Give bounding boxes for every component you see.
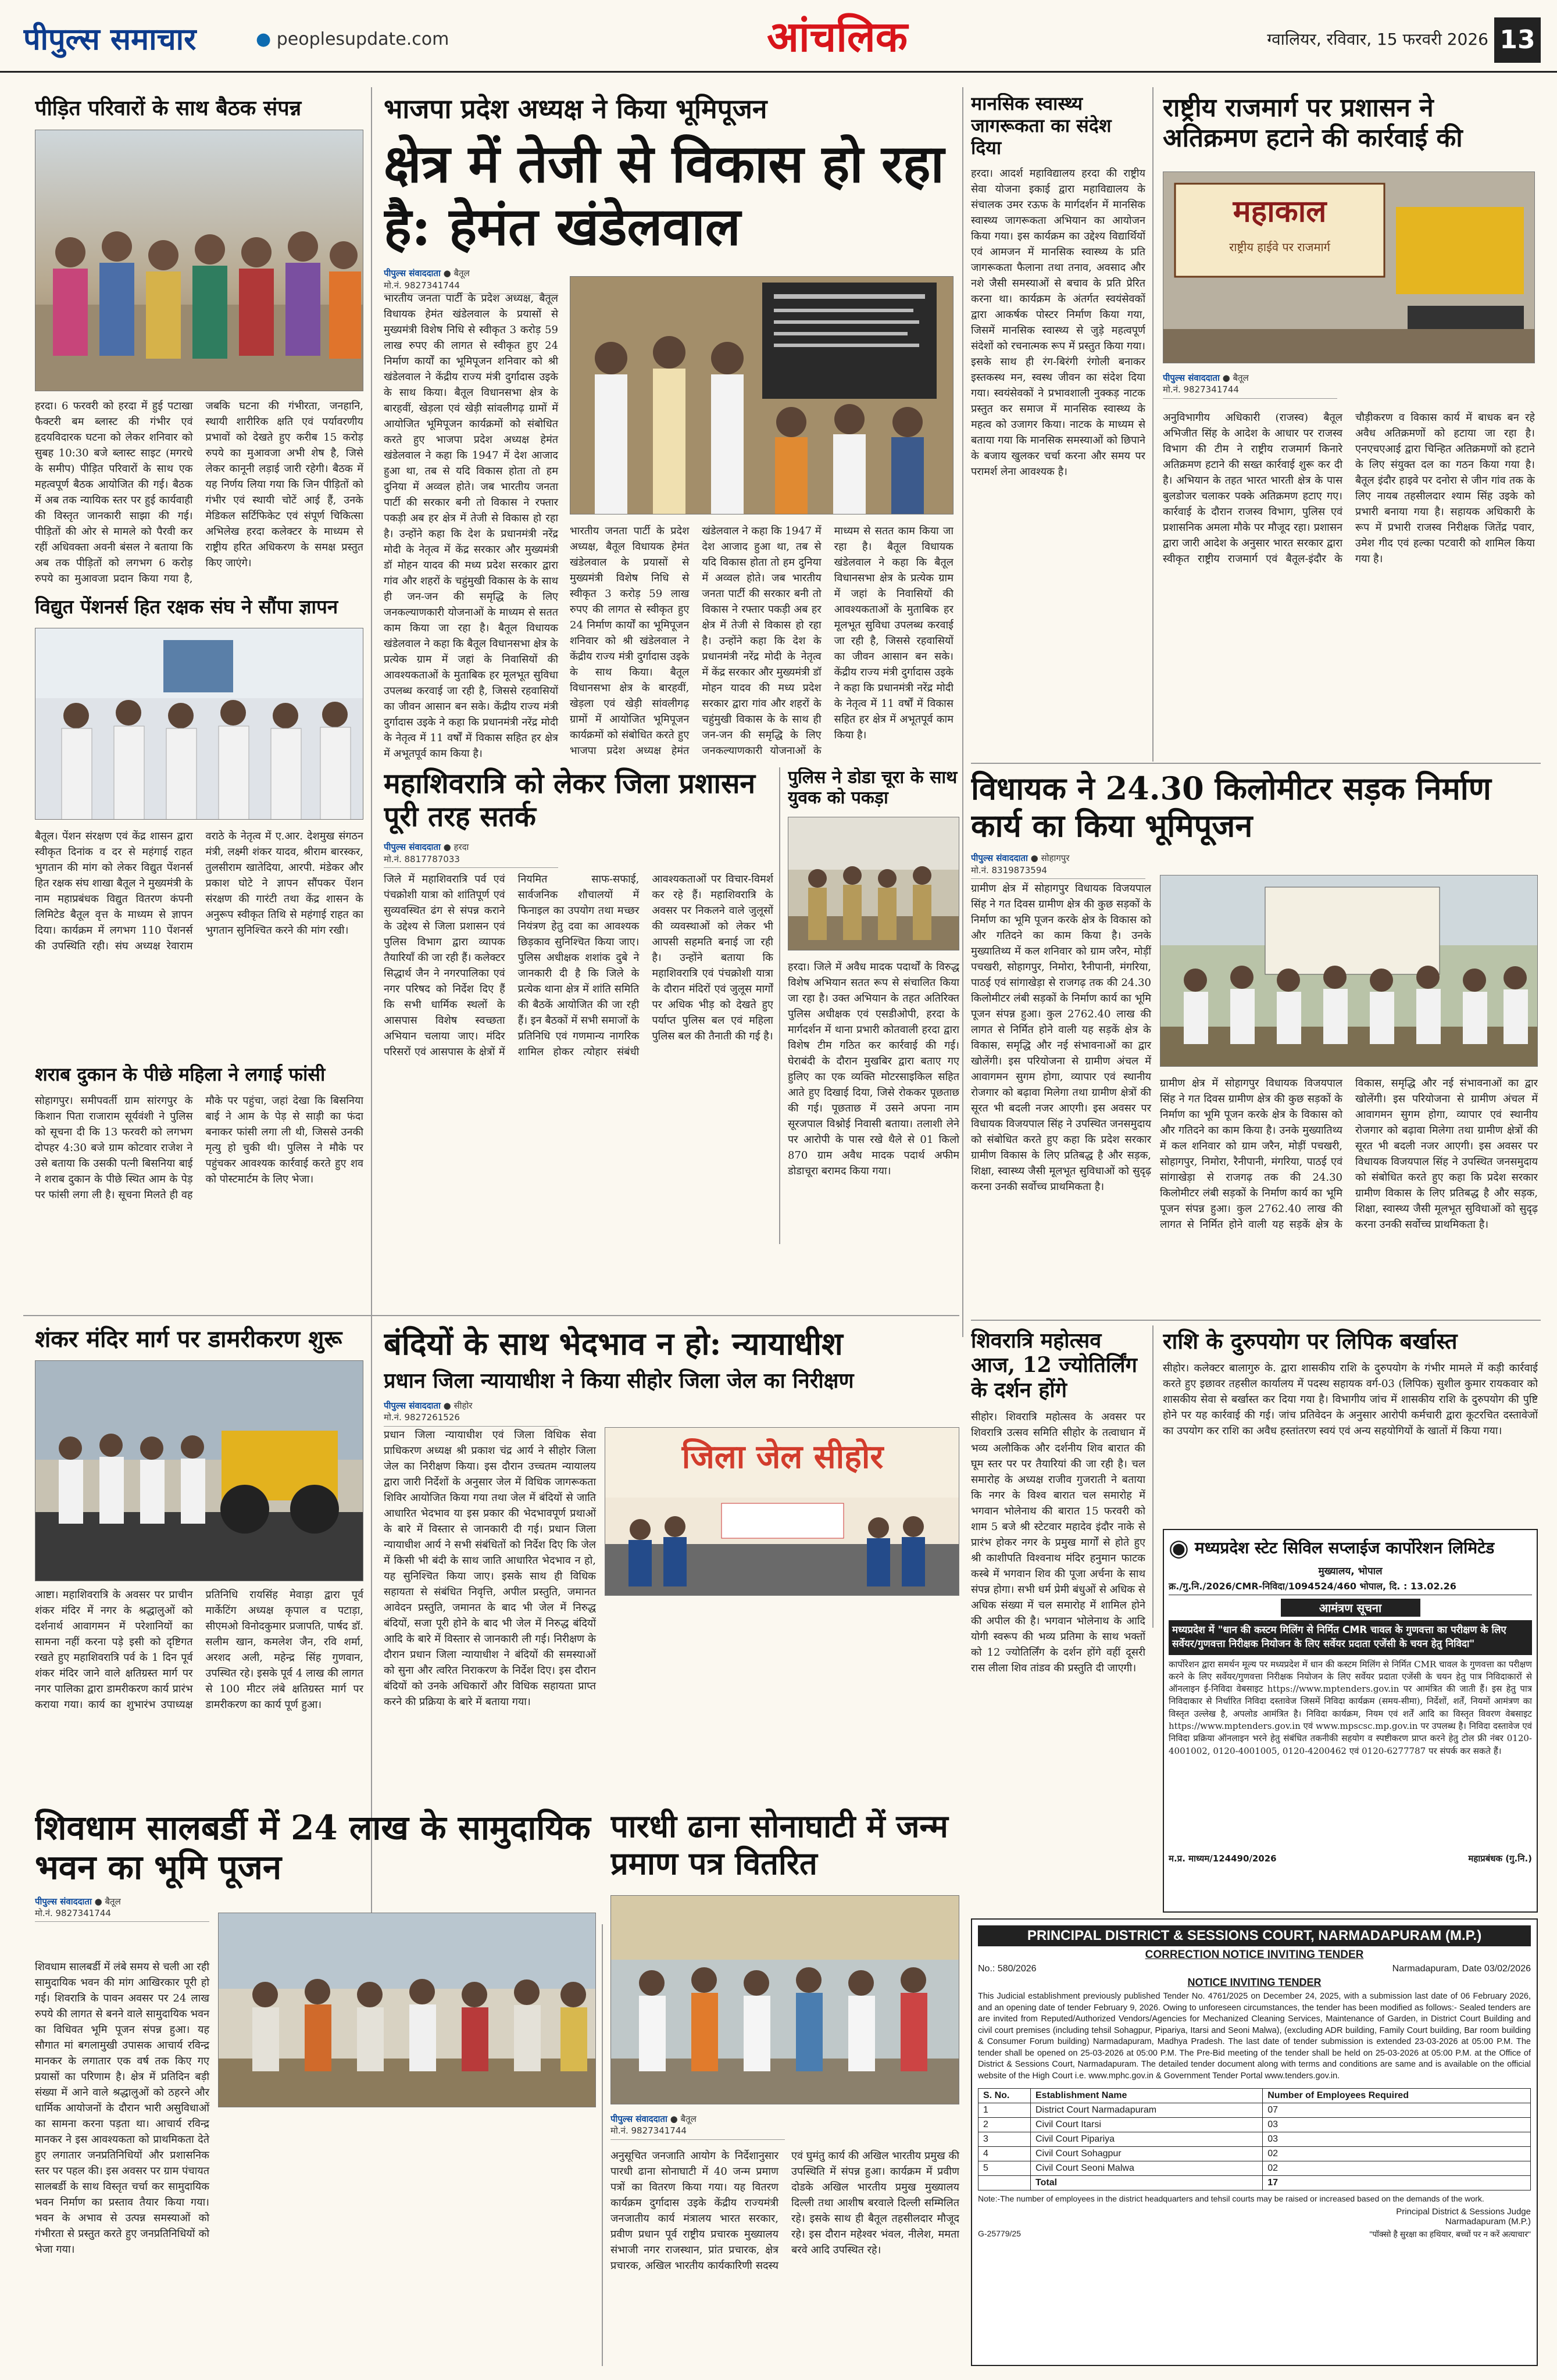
ribbon-ceremony-image [1160, 875, 1538, 1067]
byline: पीपुल्स संवाददाता ● बैतूल मो.नं. 9827341744 [35, 1896, 209, 1922]
article-headline: प्रधान जिला न्यायाधीश ने किया सीहोर जिला जेल का निरीक्षण [384, 1368, 854, 1393]
article-body-continued: भारतीय जनता पार्टी के प्रदेश अध्यक्ष, बैतूल विधायक हेमंत खंडेलवाल के प्रयासों से मुख्यमंत्री विशेष निधि से स्वीकृत 3 करोड़ 59 लाख रुपए की लागत से स्वीकृत हुए 24 निर्माण कार्यों का भूमिपूजन शनिवार को श्री खंडेलवाल ने केंद्रीय राज्य मंत्री दुर्गादास उइके के साथ किया। बैतूल विधानसभा क्षेत्र के बारहवीं, खेड़ला एवं खेड़ी सांवलीगढ़ ग्रामों में आयोजित भूमिपूजन कार्यक्रमों को संबोधित करते हुए भाजपा प्रदेश अध्यक्ष हेमंत खंडेलवाल ने कहा कि 1947 में देश आजाद हुआ था, तब से यदि विकास होता तो हम दुनिया में अव्वल होते। जब भारतीय जनता पार्टी की सरकार बनी तो विकास ने रफ्तार पकड़ी अब हर क्षेत्र में तेजी से विकास हो रहा है। उन्होंने कहा कि देश के प्रधानमंत्री नरेंद्र मोदी के नेतृत्व में केंद्र सरकार और मुख्यमंत्री डॉ मोहन यादव की मध्य प्रदेश सरकार द्वारा गांव और शहरों के चहुंमुखी विकास के के साथ ही जन-जन की समृद्धि के लिए जनकल्याणकारी योजनाओं के माध्यम से सतत काम किया जा रहा है। बैतूल विधायक खंडेलवाल ने कहा कि बैतूल विधानसभा क्षेत्र के प्रत्येक ग्राम में जहां के निवासियों की आवश्यकताओं के मुताबिक हर मूलभूत सुविधा उपलब्ध करवाई जा रही है, जिससे रहवासियों का जीवन आसान बन सके। केंद्रीय राज्य मंत्री दुर्गादास उइके ने कहा कि प्रधानमंत्री नरेंद्र मोदी के नेतृत्व में 11 वर्षों में विकास सहित हर क्षेत्र में अभूतपूर्व काम किया है। [570, 525, 954, 757]
table-cell: 17 [1263, 2175, 1531, 2190]
brand-logo: पीपुल्स समाचार [23, 22, 197, 57]
byline: पीपुल्स संवाददाता ● बैतूल मो.नं. 9827341744 [384, 267, 558, 294]
article-body: हरदा। आदर्श महाविद्यालय हरदा की राष्ट्रीय सेवा योजना इकाई द्वारा महाविद्यालय के संचालक उमर रऊफ के मार्गदर्शन में मानसिक स्वास्थ्य जागरूकता अभियान का आयोजन किया गया। इस कार्यक्रम का उद्देश्य विद्यार्थियों एवं आमजन में मानसिक स्वास्थ्य के प्रति जागरूकता फैलाना तथा तनाव, अवसाद और नशे जैसी समस्याओं से बचाव के प्रति प्रेरित करना था। कार्यक्रम के अंतर्गत स्वयंसेवकों द्वारा आकर्षक पोस्टर निर्माण किया गया, जिसमें मानसिक स्वास्थ्य से जुड़े महत्वपूर्ण संदेशों को रचनात्मक रूप में प्रस्तुत किया गया। इसके साथ ही रंग-बिरंगी रंगोली बनाकर इस्तकस्थ मन, स्वस्थ जीवन का संदेश दिया गया। स्वयंसेवकों ने प्रभावशाली नुक्कड़ नाटक प्रस्तुत कर समाज में मानसिक स्वास्थ्य के महत्व को उजागर किया। नाटक के माध्यम से बताया गया कि मानसिक समस्याओं को छिपाने के बजाय खुलकर चर्चा करना और समय पर परामर्श लेना आवश्यक है। [971, 167, 1145, 478]
notice-title: आमंत्रण सूचना [1281, 1599, 1420, 1617]
encroachment-photo [1163, 171, 1535, 363]
article-victims-meeting [35, 96, 363, 590]
tender-date: Narmadapuram, Date 03/02/2026 [1392, 1964, 1531, 1974]
article-headline: राशि के दुरुपयोग पर लिपिक बर्खास्त [1163, 1328, 1458, 1354]
article-liquor-shop [35, 1064, 363, 1308]
notice-body: कार्पोरेशन द्वारा समर्थन मूल्य पर मध्यप्रदेश में धान की कस्टम मिलिंग से निर्मित CMR चावल के गुणवत्ता का परीक्षण करने के लिए सर्वेयर/गुणवत्ता निरीक्षक नियोजन के लिए सर्वेयर प्रदाता एजेंसी के चयन हेतु पात्र निविदाकारों से ऑनलाइन ई-निविदा वेबसाइट https://www.mptenders.gov.in पर आमंत्रित की जाती हैं। इस हेतु पात्र निविदाकार से निर्धारित निविदा दस्तावेज जिसमें निविदा कार्यक्रम (समय-सीमा), निर्देशों, शर्तें, नियमों आमंत्रण का विस्तृत उल्लेख है, अपलोड आमंत्रित है। निविदा कार्यक्रम, नियम एवं शर्तें आदि का विस्तृत विवरण वेबसाइट https://www.mptenders.gov.in एवं www.mpscsc.mp.gov.in पर उपलब्ध है। निविदा दस्तावेज एवं निविदा प्रक्रिया ऑनलाइन भरने हेतु संबंधित तकनीकी सहयोग व स्पष्टीकरण प्राप्त करने हेतु टोल फ्री नंबर 0120-4001002, 0120-4001005, 0120-4200462 एवं 0120-6277787 पर संपर्क कर सकते हैं। [1169, 1659, 1532, 1756]
article-headline: मानसिक स्वास्थ्य जागरूकता का संदेश दिया [971, 93, 1112, 159]
table-row [979, 2132, 1531, 2146]
byline: पीपुल्स संवाददाता ● हरदा मो.नं. 8817787033 [384, 841, 558, 868]
court-ad-code: G-25779/25 [978, 2228, 1021, 2238]
article-highway-encroachment [1163, 93, 1535, 762]
article-kicker: भाजपा प्रदेश अध्यक्ष ने किया भूमिपूजन [384, 93, 767, 124]
table-cell: 4 [979, 2146, 1031, 2161]
footer-code: म.प्र. माध्यम/124490/2026 [1169, 1853, 1277, 1864]
table-cell: 3 [979, 2132, 1031, 2146]
article-headline: शिवधाम सालबर्डी में 24 लाख के सामुदायिक भवन का भूमि पूजन [35, 1808, 591, 1888]
pensioners-photo [35, 628, 363, 820]
table-cell: 2 [979, 2117, 1031, 2132]
table-row [979, 2117, 1531, 2132]
article-headline: शंकर मंदिर मार्ग पर डामरीकरण शुरू [35, 1325, 342, 1353]
page-number: 13 [1494, 17, 1541, 63]
table-header: Establishment Name [1031, 2088, 1263, 2103]
notice-subject: मध्यप्रदेश में "धान की कस्टम मिलिंग से निर्मित CMR चावल के गुणवत्ता का परीक्षण के लिए सर्वेयर/गुणवत्ता निरीक्षक नियोजन के लिए सर्वेयर प्रदाता एजेंसी के चयन हेतु निविदा" [1169, 1620, 1532, 1655]
table-cell: 02 [1263, 2146, 1531, 2161]
article-body: हरदा। जिले में अवैध मादक पदार्थों के विरुद्ध विशेष अभियान सतत रूप से संचालित किया जा रहा है। उक्त अभियान के तहत अतिरिक्त पुलिस अधीक्षक एवं एसडीओपी, हरदा के मार्गदर्शन में थाना प्रभारी कोतवाली हरदा द्वारा विशेष टीम गठित कर कार्रवाई की गई। घेराबंदी के दौरान मुखबिर द्वारा बताए गए हुलिए का एक व्यक्ति मोटरसाइकिल सहित आते हुए दिखाई दिया, जिसे रोककर पूछताछ की गई। पूछताछ में उसने अपना नाम सूरजपाल विश्नोई निवासी बताया। तलाशी लेने पर आरोपी के पास रखे थैले से 01 किलो 870 ग्राम अवैध मादक पदार्थ अफीम डोडाचूरा बरामद किया गया। [788, 961, 959, 1177]
article-pensioners-memo [35, 596, 363, 1061]
masthead [0, 0, 1557, 73]
article-headline: पारधी ढाना सोनाघाटी में जन्म प्रमाण पत्र वितरित [610, 1808, 948, 1882]
police-officers-image [788, 817, 959, 950]
article-body: आष्टा। महाशिवरात्रि के अवसर पर प्राचीन शंकर मंदिर में नगर के श्रद्धालुओं को दर्शनार्थ आवागमन में परेशानियों का सामना नहीं करना पड़े इसी को दृष्टिगत रखते हुए महाशिवरात्रि पर्व के 1 दिन पूर्व शंकर मंदिर जाने वाले क्षतिग्रस्त मार्ग पर नगर पालिका द्वारा डामरीकरण कार्य प्रारंभ कराया गया। कार्य का शुभारंभ उपाध्यक्ष प्रतिनिधि रायसिंह मेवाड़ा द्वारा पूर्व मार्केटिंग अध्यक्ष कृपाल व पटाड़ा, सीएमओ विनोदकुमार प्रजापति, पार्षद डॉ. सलीम खान, कमलेश जैन, रवि शर्मा, अरशद अली, महेन्द्र सिंह गुणवान, उपस्थित रहे। इसके पूर्व 4 लाख की लागत से 100 मीटर लंबे क्षतिग्रस्त मार्ग पर डामरीकरण का कार्य पूर्ण हुआ। [35, 1589, 363, 1711]
leaders-plaque-image [570, 277, 954, 514]
section-title: आंचलिक [766, 12, 908, 61]
tender-meta [978, 1964, 1531, 1974]
article-headline: क्षेत्र में तेजी से विकास हो रहा है: हेमंत खंडेलवाल [384, 133, 944, 258]
police-seizure-photo [788, 817, 959, 950]
article-jail-inspection [384, 1325, 959, 1802]
article-birth-certificates [610, 1808, 959, 2366]
table-cell: District Court Narmadapuram [1031, 2103, 1263, 2117]
court-subtitle: CORRECTION NOTICE INVITING TENDER [1145, 1949, 1364, 1961]
jail-banner-text: जिला जेल सीहोर [681, 1438, 884, 1476]
article-body: हरदा। 6 फरवरी को हरदा में हुई पटाखा फैक्टरी बम ब्लास्ट की गंभीर एवं हृदयविदारक घटना को लेकर शनिवार को सुबह 10:30 बजे ब्लास्ट साइट (मगरधे के समीप) पीड़ित परिवारों के साथ एक महत्वपूर्ण बैठक आयोजित की गई। बैठक में अब तक न्यायिक स्तर पर हुई कार्यवाही की विस्तृत जानकारी साझा की गई। पीड़ितों की ओर से मामले को पैरवी कर रहीं अधिवक्ता अवनी बंसल ने बताया कि अब तक पीड़ितों को लगभग 6 करोड़ रुपये का मुआवजा प्रदान किया गया है, जबकि घटना की गंभीरता, जनहानि, स्थायी शारीरिक क्षति एवं पर्यावरणीय प्रभावों को देखते हुए करीब 15 करोड़ रुपये का मुआवजा अभी शेष है, जिसे लेकर कानूनी लड़ाई जारी रहेगी। बैठक में यह निर्णय लिया गया कि जिन पीड़ितों को गंभीर एवं स्थायी चोटें आई हैं, उनके मेडिकल सर्टिफिकेट एवं संपूर्ण चिकित्सा अभिलेख हरदा कलेक्टर के माध्यम से राष्ट्रीय हरित अधिकरण के समक्ष प्रस्तुत किए जाएंगे। [35, 400, 363, 585]
court-footer [978, 2229, 1531, 2240]
table-header: S. No. [979, 2088, 1031, 2103]
certificate-distribution-photo [610, 1895, 959, 2104]
corporation-logo-row [1169, 1535, 1532, 1561]
article-kicker: बंदियों के साथ भेदभाव न हो: न्यायाधीश [384, 1325, 843, 1362]
court-signatory: Principal District & Sessions Judge Narmadapuram (M.P.) [1396, 2206, 1531, 2227]
table-cell: Civil Court Seoni Malwa [1031, 2161, 1263, 2175]
table-total-row [979, 2175, 1531, 2190]
article-lead-bjp [384, 93, 954, 762]
office-meeting-image [35, 628, 363, 820]
shop-sign-text: महाकाल [1233, 194, 1327, 229]
corporation-hq: मुख्यालय, भोपाल [1318, 1566, 1383, 1577]
article-body: शिवधाम सालबर्डी में लंबे समय से चली आ रही सामुदायिक भवन की मांग आखिरकार पूरी हो गई। शिवरात्रि के पावन अवसर पर 24 लाख रुपये की लागत से बनने वाले सामुदायिक भवन का विधिवत भूमि पूजन संपन्न हुआ। यह सौगात मां बगलामुखी उपासक आचार्य रविन्द्र मानकर के लगातार एक वर्ष तक किए गए प्रयासों का परिणाम है। क्षेत्र में प्रतिदिन बड़ी संख्या में आने वाले श्रद्धालुओं को ठहरने और धार्मिक आयोजनों के दौरान भारी असुविधाओं का सामना करना पड़ता था। आचार्य रविन्द्र मानकर ने इस आवश्यकता को प्राथमिकता देते हुए लगातार जनप्रतिनिधियों और प्रशासनिक स्तर पर पहल की। इस अवसर पर ग्राम पंचायत सालबर्डी के साथ विस्तृत चर्चा कर सामुदायिक भवन निर्माण का प्रस्ताव तैयार किया गया। भवन के अभाव से उत्पन्न समस्याओं को गंभीरता से प्रस्तुत करते हुए जनप्रतिनिधियों को भेजा गया। [35, 1961, 209, 2256]
tender-number: No.: 580/2026 [978, 1964, 1037, 1974]
globe-icon: ● [256, 29, 277, 49]
table-header: Number of Employees Required [1263, 2088, 1531, 2103]
road-roller-image [35, 1361, 363, 1581]
article-road-bhoomipujan [971, 770, 1538, 1317]
tender-body: This Judicial establishment previously published Tender No. 4761/2025 on December 24, 2025, with a submission last date of 06 February 2026, and an opening date of tender February 9, 2026. Owing to unforeseen circumstances, the tender has been modified as follows:- Sealed tenders are are invited from Reputed/Authorized Vendors/Agencies for Mechanized Cleaning Services, Maintenance of Garden, in District Court Building and civil court premises (including tehsil Sohagpur, Pipariya, Itarsi and Seoni Malwa), (excluding ADR building, Family Court building, Bar room building & Consumer Forum building) Narmadapuram, Madhya Pradesh. The last date of tender submission is extended 23-03-2026 at 05:00 P.M. The tender shall be opened on 25-03-2026 at 05:00 P.M. The Pre-Bid meeting of the tender shall be held on 25-03-2026 at 05:00 P.M. at the Office of District & Sessions Court, Narmadapuram. The detailed tender document along with terms and conditions are same and is available on the official website of the High Court i.e. www.mphc.gov.in & Government Tender Portal www.tenders.gov.in. [978, 1992, 1531, 2081]
table-cell: 03 [1263, 2132, 1531, 2146]
byline: पीपुल्स संवाददाता ● सोहागपुर मो.नं. 8319873594 [971, 852, 1145, 879]
article-body: अनुसूचित जनजाति आयोग के निर्देशानुसार पारधी ढाना सोनाघाटी में 40 जन्म प्रमाण पत्रों का वितरण किया गया। यह वितरण कार्यक्रम दुर्गादास उइके केंद्रीय राज्यमंत्री जनजातीय कार्य मंत्रालय भारत सरकार, प्रवीण प्रधान पूर्व राष्ट्रीय प्रचारक मुख्यालय संभाजी नगर राजस्थान, प्रांत प्रचारक, क्षेत्र प्रचारक, अखिल भारतीय कार्यकारिणी सदस्य एवं घुमंतु कार्य की अखिल भारतीय प्रमुख की उपस्थिति में संपन्न हुआ। कार्यक्रम में प्रवीण दोडके अखिल भारतीय प्रमुख मुख्यालय दिल्ली तथा आशीष बरवाले दिल्ली सम्मिलित रहे। इसके साथ ही बैतूल तहसीलदार मौजूद रहे। इस दौरान महेश्वर भंवल, नीलेश, ममता बरवे आदि उपस्थित रहे। [610, 2150, 959, 2272]
article-shivratri-festival [971, 1328, 1145, 1910]
article-headline: राष्ट्रीय राजमार्ग पर प्रशासन ने अतिक्रमण हटाने की कार्रवाई की [1163, 93, 1463, 153]
employee-table [978, 2088, 1531, 2190]
table-cell: 1 [979, 2103, 1031, 2117]
group-people-image [35, 130, 363, 391]
byline: पीपुल्स संवाददाता ● बैतूल मो.नं. 9827341744 [610, 2113, 785, 2140]
road-ceremony-photo [1160, 875, 1538, 1067]
pocso-slogan: "पॉक्सो है सुरक्षा का हथियार, बच्चों पर न करें अत्याचार" [1369, 2229, 1531, 2239]
article-headline: शिवरात्रि महोत्सव आज, 12 ज्योतिर्लिंग के दर्शन होंगे [971, 1328, 1137, 1402]
tender-note: Note:-The number of employees in the district headquarters and tehsil courts may be raised or increased based on the demands of the work. [978, 2193, 1484, 2203]
article-mahashivratri-admin [384, 767, 773, 1314]
ad-court-tender [971, 1918, 1538, 2366]
table-cell: 02 [1263, 2161, 1531, 2175]
table-cell: Total [1031, 2175, 1263, 2190]
article-body: प्रधान जिला न्यायाधीश एवं जिला विधिक सेवा प्राधिकरण अध्यक्ष श्री प्रकाश चंद्र आर्य ने सीहोर जिला जेल का निरीक्षण किया। इस दौरान उच्चतम न्यायालय द्वारा जारी निर्देशों के अनुसार जेल में विधिक जागरूकता शिविर आयोजित किया गया तथा जेल में बंदियों से जाति आधारित भेदभाव या इस प्रकार की भेदभावपूर्ण प्रथाओं के बारे में विस्तार से जानकारी दी गई। प्रधान जिला न्यायाधीश आर्य ने सभी संबंधितों को निर्देश दिए कि जेल में किसी भी बंदी के साथ जाति आधारित भेदभाव न हो, यह सुनिश्चित किया जाए। इसके साथ ही विधिक सहायता से संबंधित निवृत्ति, अपील प्रस्तुति, जमानत आवेदन प्रस्तुति, जमानत के बाद भी जेल में निरुद्ध बंदियों, सजा पूरी होने के बाद भी जेल में निरुद्ध बंदियों आदि के बारे में विस्तार से जानकारी ली गई। निरीक्षण के दौरान प्रधान जिला न्यायाधीश ने बंदियों की समस्याओं को सुना और त्वरित निराकरण के निर्देश दिए। इस दौरान बंदियों को उनके अधिकारों और विधिक सहायता प्राप्त करने की प्रक्रिया के बारे में बताया गया। [384, 1429, 596, 1708]
article-mental-health [971, 93, 1145, 762]
dateline: ग्वालियर, रविवार, 15 फरवरी 2026 [1267, 30, 1488, 49]
ceremony-image [219, 1913, 596, 2107]
table-cell: Civil Court Itarsi [1031, 2117, 1263, 2132]
article-headline: पुलिस ने डोडा चूरा के साथ युवक को पकड़ा [788, 767, 958, 809]
table-row [979, 2146, 1531, 2161]
table-row [979, 2103, 1531, 2117]
byline: पीपुल्स संवाददाता ● बैतूल मो.नं. 9827341744 [1163, 372, 1337, 399]
article-body: जिले में महाशिवरात्रि पर्व एवं पंचक्रोशी यात्रा को शांतिपूर्ण एवं सुव्यवस्थित ढंग से संपन्न कराने के उद्देश्य से जिला प्रशासन एवं पुलिस विभाग द्वारा व्यापक तैयारियाँ की जा रही हैं। कलेक्टर सिद्धार्थ जैन ने नगरपालिका एवं नगर परिषद को निर्देश दिए हैं कि सभी धार्मिक स्थलों के आसपास विशेष स्वच्छता अभियान चलाया जाए। मंदिर परिसरों एवं आसपास के क्षेत्रों में नियमित साफ-सफाई, सार्वजनिक शौचालयों में फिनाइल का उपयोग तथा मच्छर नियंत्रण हेतु दवा का आवश्यक छिड़काव सुनिश्चित किया जाए। पुलिस अधीक्षक शशांक दुबे ने जानकारी दी है कि जिले के प्रत्येक थाना क्षेत्र में शांति समिति की बैठकें आयोजित की जा रही हैं। इन बैठकों में सभी समाजों के प्रतिनिधि एवं गणमान्य नागरिक शामिल होकर त्योहार संबंधी आवश्यकताओं पर विचार-विमर्श कर रहे हैं। महाशिवरात्रि के अवसर पर निकलने वाले जुलूसों की व्यवस्थाओं को लेकर भी आपसी सहमति बनाई जा रही है। उन्होंने बताया कि महाशिवरात्रि एवं पंचक्रोशी यात्रा के दौरान मंदिरों एवं जुलूस मार्गों पर अधिक भीड़ को देखते हुए पर्याप्त पुलिस बल एवं महिला पुलिस बल की तैनाती की गई है। [384, 873, 773, 1058]
site-url[interactable]: ● peoplesupdate.com [256, 29, 449, 49]
tender-title: NOTICE INVITING TENDER [1187, 1977, 1322, 1988]
article-body: सीहोर। कलेक्टर बालागुरु के. द्वारा शासकीय राशि के दुरुपयोग के गंभीर मामले में कड़ी कार्रवाई करते हुए इछावर तहसील कार्यालय में पदस्थ सहायक वर्ग-03 (लिपिक) सुशील कुमार रायकवार को शासकीय सेवा से बर्खास्त कर दिया गया है। विभागीय जांच में शासकीय राशि के दुरुपयोग की पुष्टि होने पर यह कार्रवाई की गई। जांच प्रतिवेदन के अनुसार आरोपी कर्मचारी द्वारा कूटरचित दस्तावेजों का उपयोग कर राशि का अवैध हस्तांतरण स्वयं एवं अन्य सहयोगियों के खातों में किया गया। [1163, 1361, 1538, 1437]
bhoomi-pujan-photo [218, 1913, 596, 2107]
table-cell: Civil Court Sohagpur [1031, 2146, 1263, 2161]
bhoomi-pujan-lead-photo [570, 276, 954, 514]
article-body: भारतीय जनता पार्टी के प्रदेश अध्यक्ष, बैतूल विधायक हेमंत खंडेलवाल के प्रयासों से मुख्यमंत्री विशेष निधि से स्वीकृत 3 करोड़ 59 लाख रुपए की लागत से स्वीकृत हुए 24 निर्माण कार्यों का भूमिपूजन शनिवार को श्री खंडेलवाल ने केंद्रीय राज्य मंत्री दुर्गादास उइके के साथ किया। बैतूल विधानसभा क्षेत्र के बारहवीं, खेड़ला एवं खेड़ी सांवलीगढ़ ग्रामों में आयोजित भूमिपूजन कार्यक्रमों को संबोधित करते हुए भाजपा प्रदेश अध्यक्ष हेमंत खंडेलवाल ने कहा कि 1947 में देश आजाद हुआ था, तब से यदि विकास होता तो हम दुनिया में अव्वल होते। जब भारतीय जनता पार्टी की सरकार बनी तो विकास ने रफ्तार पकड़ी अब हर क्षेत्र में तेजी से विकास हो रहा है। उन्होंने कहा कि देश के प्रधानमंत्री नरेंद्र मोदी के नेतृत्व में केंद्र सरकार और मुख्यमंत्री डॉ मोहन यादव की मध्य प्रदेश सरकार द्वारा गांव और शहरों के चहुंमुखी विकास के के साथ ही जन-जन की समृद्धि के लिए जनकल्याणकारी योजनाओं के माध्यम से सतत काम किया जा रहा है। बैतूल विधायक खंडेलवाल ने कहा कि बैतूल विधानसभा क्षेत्र के प्रत्येक ग्राम में जहां के निवासियों की आवश्यकताओं के मुताबिक हर मूलभूत सुविधा उपलब्ध करवाई जा रही है, जिससे रहवासियों का जीवन आसान बन सके। केंद्रीय राज्य मंत्री दुर्गादास उइके ने कहा कि प्रधानमंत्री नरेंद्र मोदी के नेतृत्व में 11 वर्षों में विकास सहित हर क्षेत्र में अभूतपूर्व काम किया है। [384, 292, 558, 760]
article-body: अनुविभागीय अधिकारी (राजस्व) बैतूल अभिजीत सिंह के आदेश के आधार पर राजस्व विभाग की टीम ने राष्ट्रीय राजमार्ग किनारे अतिक्रमण हटाने की सख्त कार्रवाई शुरू कर दी है। अभियान के तहत भारत भारती क्षेत्र के पास बुलडोजर चलाकर पक्के अतिक्रमण हटाए गए। कार्रवाई के दौरान राजस्व विभाग, पुलिस एवं प्रशासनिक अमला मौके पर मौजूद रहा। प्रशासन द्वारा जारी आदेश के अनुसार भारत सरकार द्वारा स्वीकृत राष्ट्रीय राजमार्ग एवं बैतूल-इंदौर के चौड़ीकरण व विकास कार्य में बाधक बन रहे अवैध अतिक्रमणों को हटाया जा रहा है। एनएचएआई द्वारा चिन्हित अतिक्रमणों को हटाने के लिए संयुक्त दल का गठन किया गया है। बैतूल इंदौर हाइवे पर दनोरा से जीन गांव तक के लिए नायब तहसीलदार श्याम सिंह उइके को प्रभारी बनाया गया है। सहायक अधिकारी के रूप में प्रभारी राजस्व निरीक्षक जितेंद्र पवार, उमेश गीद एवं हल्का पटवारी को शामिल किया गया है। [1163, 412, 1535, 565]
certificate-crowd-image [611, 1896, 959, 2104]
article-community-hall [35, 1808, 596, 2366]
table-cell: 03 [1263, 2117, 1531, 2132]
article-body: ग्रामीण क्षेत्र में सोहागपुर विधायक विजयपाल सिंह ने गत दिवस ग्रामीण क्षेत्र की कुछ सड़कों के निर्माण का भूमि पूजन करके क्षेत्र के विकास को और गतिदने का काम किया है। उनके मुख्यातिथ्य में कल शनिवार को ग्राम जरैन, मोड़ीं पचखरी, सोहागपुर, निमोरा, रैनीपानी, मंगरिया, पाठई एवं सांगाखेड़ा से राजगढ़ तक की 24.30 किलोमीटर लंबी सड़कों के निर्माण कार्य का भूमि पूजन संपन्न हुआ। कुल 2762.40 लाख की लागत से निर्मित होने वाली यह सड़कें क्षेत्र के विकास, समृद्धि और नई संभावनाओं का द्वार खोलेंगी। इस परियोजना से ग्रामीण अंचल में आवागमन सुगम होगा, व्यापार एवं स्थानीय रोजगार को बढ़ावा मिलेगा तथा ग्रामीण क्षेत्रों की सूरत भी बदली नजर आएगी। इस अवसर पर विधायक विजयपाल सिंह ने उपस्थित जनसमुदाय को संबोधित करते हुए कहा कि प्रदेश सरकार ग्रामीण विकास के लिए प्रतिबद्ध है और सड़क, शिक्षा, स्वास्थ्य जैसी मूलभूत सुविधाओं को सुदृढ़ करना उनकी सर्वोच्च प्राथमिकता है। [971, 882, 1151, 1193]
table-row [979, 2161, 1531, 2175]
corporation-emblem-icon: ◉ [1169, 1535, 1189, 1561]
article-headline: पीड़ित परिवारों के साथ बैठक संपन्न [35, 96, 302, 120]
table-cell: Civil Court Pipariya [1031, 2132, 1263, 2146]
article-headline: शराब दुकान के पीछे महिला ने लगाई फांसी [35, 1064, 326, 1085]
byline: पीपुल्स संवाददाता ● सीहोर मो.नं. 9827261526 [384, 1400, 558, 1427]
court-name: PRINCIPAL DISTRICT & SESSIONS COURT, NARMADAPURAM (M.P.) [978, 1925, 1531, 1946]
article-body-continued: ग्रामीण क्षेत्र में सोहागपुर विधायक विजयपाल सिंह ने गत दिवस ग्रामीण क्षेत्र की कुछ सड़कों के निर्माण का भूमि पूजन करके क्षेत्र के विकास को और गतिदने का काम किया है। उनके मुख्यातिथ्य में कल शनिवार को ग्राम जरैन, मोड़ीं पचखरी, सोहागपुर, निमोरा, रैनीपानी, मंगरिया, पाठई एवं सांगाखेड़ा से राजगढ़ तक की 24.30 किलोमीटर लंबी सड़कों के निर्माण कार्य का भूमि पूजन संपन्न हुआ। कुल 2762.40 लाख की लागत से निर्मित होने वाली यह सड़कें क्षेत्र के विकास, समृद्धि और नई संभावनाओं का द्वार खोलेंगी। इस परियोजना से ग्रामीण अंचल में आवागमन सुगम होगा, व्यापार एवं स्थानीय रोजगार को बढ़ावा मिलेगा तथा ग्रामीण क्षेत्रों की सूरत भी बदली नजर आएगी। इस अवसर पर विधायक विजयपाल सिंह ने उपस्थित जनसमुदाय को संबोधित करते हुए कहा कि प्रदेश सरकार ग्रामीण विकास के लिए प्रतिबद्ध है और सड़क, शिक्षा, स्वास्थ्य जैसी मूलभूत सुविधाओं को सुदृढ़ करना उनकी सर्वोच्च प्राथमिकता है। [1160, 1077, 1538, 1231]
reference-number: क्र./गु.नि./2026/CMR-निविदा/1094524/460 भोपाल, दि. : 13.02.26 [1169, 1579, 1532, 1595]
article-headline: विद्युत पेंशनर्स हित रक्षक संघ ने सौंपा ज्ञापन [35, 596, 338, 618]
article-caption: बैतूल। पेंशन संरक्षण एवं केंद्र शासन द्वारा स्वीकृत दिनांक व दर से महंगाई राहत भुगतान की मांग को लेकर विद्युत पेंशनर्स हित रक्षक संघ शाखा बैतूल ने मुख्यमंत्री के नाम महाप्रबंधक विद्युत वितरण कंपनी लिमिटेड बैतूल वृत्त के माध्यम से ज्ञापन दिया। कार्यक्रम में लगभग 110 पेंशनर्स की उपस्थिति रही। संघ अध्यक्ष रेवाराम वराठे के नेतृत्व में ए.आर. देशमुख संगठन मंत्री, लक्ष्मी शंकर यादव, श्रीराम बारस्कर, तुलसीराम खातेदिया, आरपी. मंडेकर और प्रकाश घोटे ने ज्ञापन सौंपकर पेंशन संरक्षण की गारंटी तथा केंद्र शासन के अनुरूप स्वीकृत तिथि से महंगाई राहत का भुगतान सुनिश्चित करने की मांग रखी। [35, 830, 363, 952]
jail-camp-photo [605, 1427, 959, 1596]
victims-photo [35, 130, 363, 391]
article-headline: विधायक ने 24.30 किलोमीटर सड़क निर्माण कार्य का किया भूमिपूजन [971, 770, 1491, 844]
article-headline: महाशिवरात्रि को लेकर जिला प्रशासन पूरी तरह सतर्क [384, 767, 756, 833]
shop-sign-subtext: राष्ट्रीय हाईवे पर राजमार्ग [1229, 240, 1330, 254]
footer-signatory: महाप्रबंधक (गु.नि.) [1468, 1853, 1532, 1864]
table-cell [979, 2175, 1031, 2190]
article-body: सीहोर। शिवरात्रि महोत्सव के अवसर पर शिवरात्रि उत्सव समिति सीहोर के तत्वाधान में भव्य अलौकिक और दर्शनीय शिव बारात की घूम स्तर पर पर तैयारियां की जा रही है। चल समारोह के अध्यक्ष राजीव गुजराती ने बताया कि नगर के विश्व बारात चल समारोह में भगवान भोलेनाथ की बारात 15 फरवरी को शाम 5 बजे श्री स्टेटवार महादेव इंदौर नाके से प्रारंभ होकर नगर के प्रमुख मार्गों से होते हुए श्री काशीपति विश्वनाथ मंदिर हनुमान फाटक कस्बे में भगवान शिव की पूजा अर्चना के साथ संपन्न होगा। सभी धर्म प्रेमी बंधुओं से अधिक से अधिक संख्या में चल समारोह में शामिल होने की अपील की है। भगवान भोलेनाथ के आदि योगी स्वरूप की भव्य प्रतिमा के साथ भक्तों को 12 ज्योतिर्लिंग के दर्शन होंगे वहीं दूसरी रास लीला शिव तांडव की प्रस्तुति दी जाएगी। [971, 1411, 1145, 1675]
article-police-seizure [788, 767, 959, 1314]
ad-civil-supplies-tender [1163, 1529, 1538, 1913]
notice-footer [1169, 1853, 1532, 1864]
road-work-photo [35, 1360, 363, 1581]
table-cell: 07 [1263, 2103, 1531, 2117]
article-body: सोहागपुर। समीपवर्ती ग्राम सांरगपुर के किशान पिता राजाराम सूर्यवंशी ने पुलिस को सूचना दी कि 13 फरवरी को लगभग दोपहर 4:30 बजे ग्राम कोटवार राजेश ने उसे बताया कि उसकी पत्नी बिसनिया बाई ने शराब दुकान के पीछे स्थित आम के पेड़ पर फांसी लगा ली है। सूचना मिलते ही वह मौके पर पहुंचा, जहां देखा कि बिसनिया बाई ने आम के पेड़ से साड़ी का फंदा बनाकर फांसी लगा ली थी, जिससे उनकी मृत्यु हो चुकी थी। पुलिस ने मौके पर पहुंचकर आवश्यक कार्रवाई करते हुए शव को पोस्टमार्टम के लिए भेजा। [35, 1094, 363, 1201]
article-clerk-dismissed [1163, 1328, 1538, 1520]
table-cell: 5 [979, 2161, 1031, 2175]
corporation-name: मध्यप्रदेश स्टेट सिविल सप्लाईज कार्पोरेशन लिमिटेड [1194, 1538, 1495, 1558]
